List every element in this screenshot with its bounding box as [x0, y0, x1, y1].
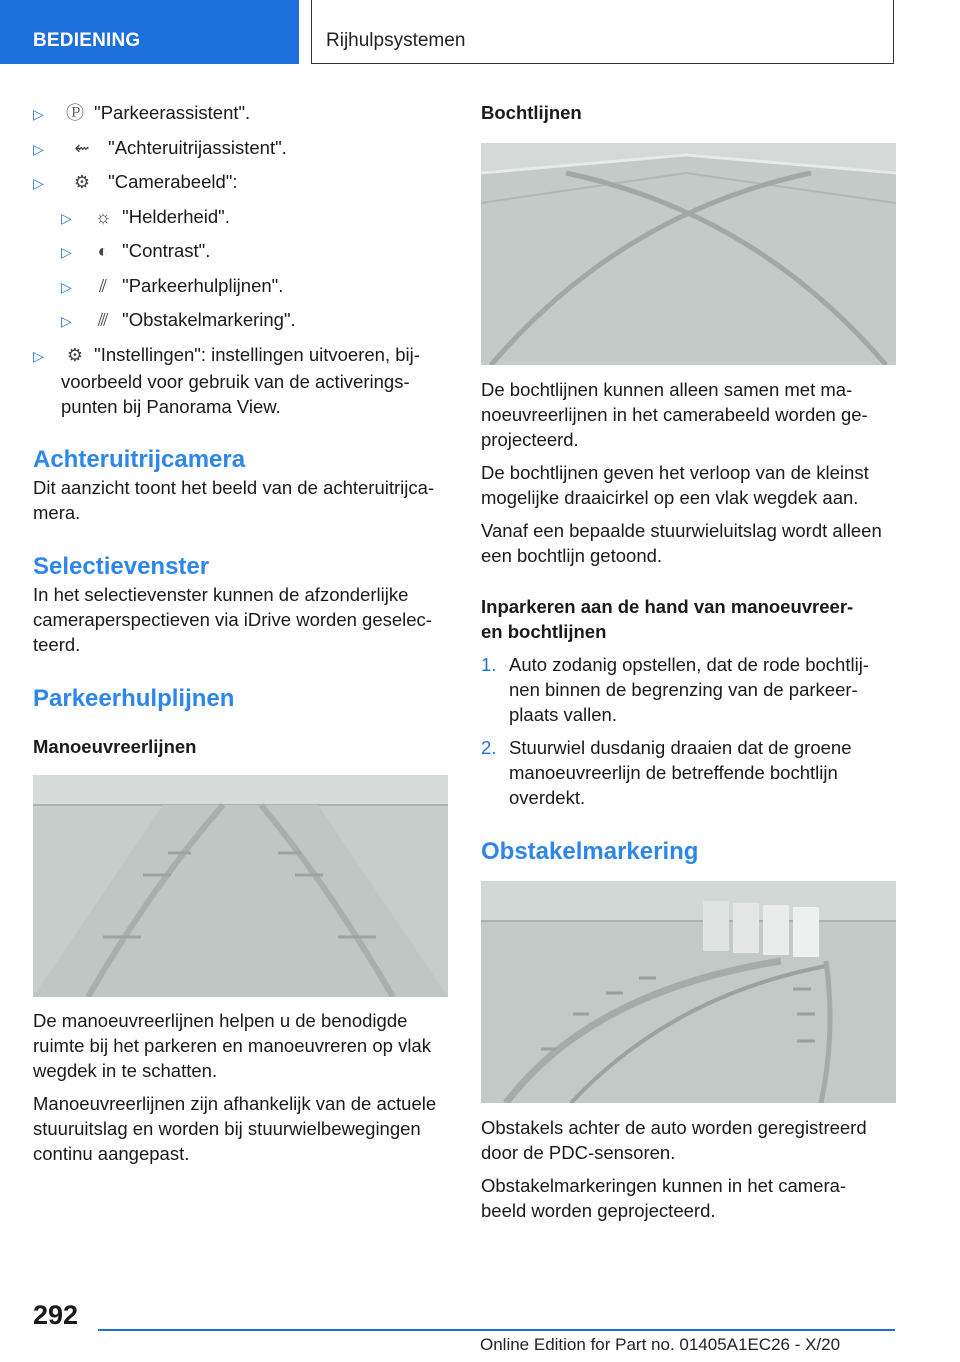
bullet-icon: ▷	[61, 313, 72, 329]
heading-obstacle: Obstakelmarkering	[481, 838, 699, 865]
heading-parking-lines: Parkeerhulplijnen	[33, 684, 235, 712]
brightness-icon: ☼	[94, 206, 112, 227]
bullet-icon: ▷	[61, 244, 72, 260]
paragraph: De manoeuvreerlijnen helpen u de benodigde ruimte bij het parkeren en manoeuvreren op vlak wegdek in te schatten.	[33, 1009, 431, 1081]
section-tab	[0, 0, 299, 64]
bullet-icon: ▷	[33, 140, 44, 157]
menu-item-camera-view: ▷ ⚙ "Camerabeeld":	[33, 169, 448, 196]
menu-item-brightness: ▷ ☼ "Helderheid".	[33, 204, 448, 231]
subheading-maneuver-lines: Manoeuvreerlijnen	[33, 735, 197, 757]
footer-divider	[98, 1329, 895, 1331]
obstacle-marking-image	[481, 881, 896, 1103]
paragraph: Vanaf een bepaalde stuurwieluitslag wordt alleen een bochtlijn getoond.	[481, 520, 882, 566]
subheading-manual-parking: Inparkeren aan de hand van manoeuvreer- en bochtlijnen	[481, 596, 854, 642]
right-column	[481, 100, 896, 1223]
menu-item-contrast: ▷ ◐ "Contrast".	[33, 238, 448, 265]
page-number: 292	[33, 1300, 79, 1330]
paragraph: Obstakels achter de auto worden geregistreerd door de PDC-sensoren.	[481, 1117, 867, 1163]
menu-item-obstacle-marking: ▷ ⫻ "Obstakelmarkering".	[33, 307, 448, 334]
settings-icon: ⚙	[66, 344, 84, 365]
section-title: BEDIENING	[33, 30, 141, 51]
menu-item-parking-lines: ▷ ⫽ "Parkeerhulplijnen".	[33, 273, 448, 300]
heading-selection: Selectievenster	[33, 552, 210, 580]
reverse-assistant-icon: ⇜	[74, 137, 90, 158]
bullet-icon: ▷	[61, 278, 72, 295]
menu-item-parking-assistant: ▷ Ⓟ "Parkeerassistent".	[33, 100, 448, 127]
curve-lines-image	[481, 143, 896, 365]
menu-item-settings: ▷ ⚙ "Instellingen": instellingen uitvoeren, bij- voorbeeld voor gebruik van de activerings- punten bij Panorama View.	[33, 343, 420, 417]
paragraph: De bochtlijnen geven het verloop van de kleinst mogelijke draaicirkel op een vlak wegdek aan.	[481, 462, 869, 508]
bullet-icon: ▷	[33, 106, 44, 122]
subheading-curve-lines: Bochtlijnen	[481, 102, 582, 123]
contrast-icon: ◐	[97, 241, 109, 261]
left-column	[33, 100, 448, 1166]
bullet-icon: ▷	[33, 347, 44, 364]
chapter-title: Rijhulpsystemen	[326, 30, 466, 51]
paragraph: In het selectievenster kunnen de afzonderlijke cameraperspectieven via iDrive worden geselec- teerd.	[33, 583, 432, 655]
paragraph: Manoeuvreerlijnen zijn afhankelijk van de actuele stuuruitslag en worden bij stuurwielbewegingen continu aangepast.	[33, 1092, 437, 1164]
parking-lines-icon: ⫽	[98, 275, 108, 296]
parking-assistant-icon: Ⓟ	[66, 103, 84, 123]
list-item: 1. Auto zodanig opstellen, dat de rode bochtlij- nen binnen de begrenzing van de parkeer- plaats vallen.	[481, 654, 869, 725]
heading-rear-camera: Achteruitrijcamera	[33, 445, 246, 473]
paragraph: De bochtlijnen kunnen alleen samen met ma- noeuvreerlijnen in het camerabeeld worden ge- projecteerd.	[481, 379, 868, 450]
bullet-icon: ▷	[61, 209, 72, 226]
list-item: 2. Stuurwiel dusdanig draaien dat de groene manoeuvreerlijn de betreffende bochtlijn overdekt.	[481, 737, 852, 808]
bullet-icon: ▷	[33, 175, 44, 191]
obstacle-marking-icon: ⫻	[97, 310, 109, 330]
chapter-tab	[311, 0, 894, 64]
menu-item-reverse-assistant: ▷ ⇜ "Achteruitrijassistent".	[33, 135, 448, 162]
footer-edition: Online Edition for Part no. 01405A1EC26 - X/20	[480, 1335, 841, 1354]
paragraph: Dit aanzicht toont het beeld van de achteruitrijca- mera.	[33, 476, 435, 523]
camera-view-icon: ⚙	[73, 172, 91, 192]
paragraph: Obstakelmarkeringen kunnen in het camera- beeld worden geprojecteerd.	[481, 1175, 847, 1221]
maneuver-lines-image	[33, 775, 448, 997]
